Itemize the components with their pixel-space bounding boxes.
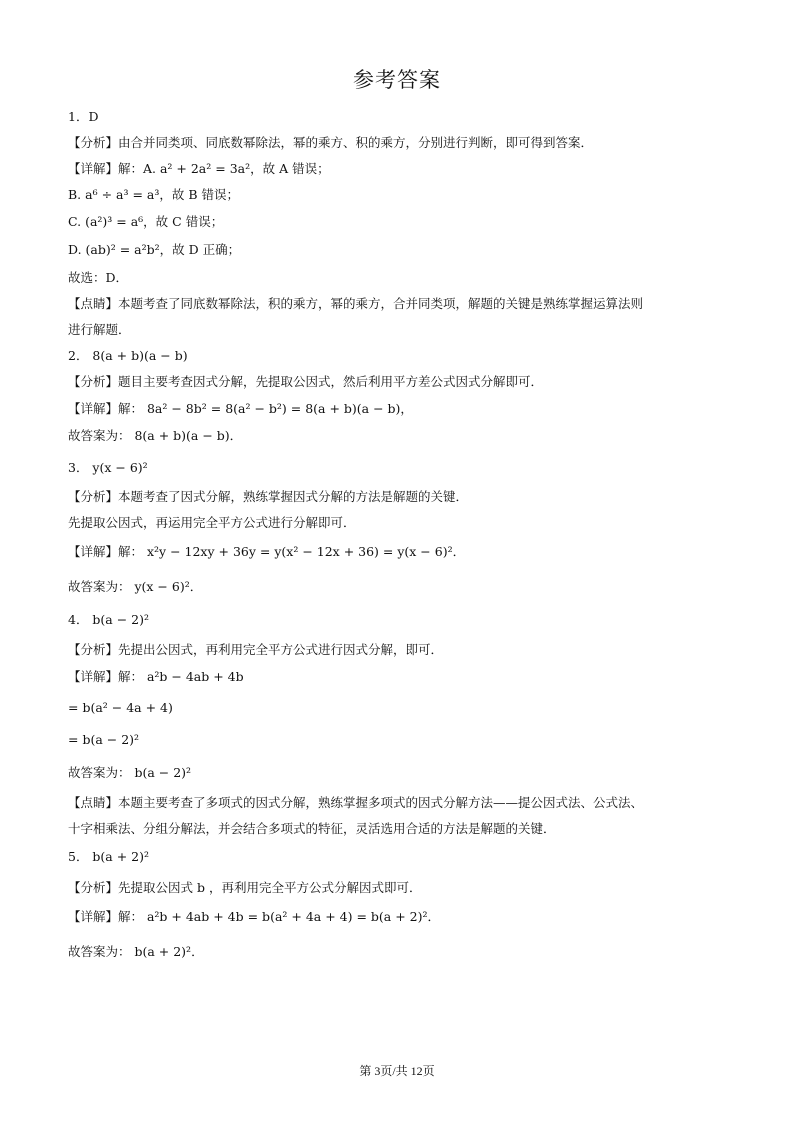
answer-3-heading: 3． y(x − 6)² — [68, 460, 148, 475]
answer-5-detail: 【详解】解： a²b + 4ab + 4b = b(a² + 4a + 4) = b(a + 2)²． — [68, 909, 440, 924]
answer-1-analysis: 【分析】由合并同类项、同底数幂除法，幂的乘方、积的乘方，分别进行判断，即可得到答案． — [68, 135, 594, 150]
answer-3-detail: 【详解】解： x²y − 12xy + 36y = y(x² − 12x + 36) = y(x − 6)²． — [68, 544, 466, 559]
answer-2-analysis: 【分析】题目主要考查因式分解，先提取公因式，然后利用平方差公式因式分解即可． — [68, 374, 544, 389]
answer-2-detail: 【详解】解： 8a² − 8b² = 8(a² − b²) = 8(a + b)(a − b)， — [68, 401, 413, 416]
answer-4-result: 故答案为： b(a − 2)² — [68, 765, 192, 780]
answer-1-comment-1: 【点睛】本题考查了同底数幂除法，积的乘方，幂的乘方，合并同类项，解题的关键是熟练掌握运算法则 — [68, 296, 644, 311]
answer-4-detail-3: = b(a − 2)² — [68, 732, 140, 747]
answer-3-method: 先提取公因式，再运用完全平方公式进行分解即可． — [68, 515, 356, 530]
answer-5-analysis: 【分析】先提取公因式 b ，再利用完全平方公式分解因式即可． — [68, 880, 422, 895]
answer-4-comment-2: 十字相乘法、分组分解法，并会结合多项式的特征，灵活选用合适的方法是解题的关键． — [68, 821, 556, 836]
page-footer: 第 3页/共 12页 — [359, 1064, 435, 1078]
answer-4-analysis: 【分析】先提出公因式，再利用完全平方公式进行因式分解，即可． — [68, 642, 444, 657]
answer-2-heading: 2． 8(a + b)(a − b) — [68, 348, 188, 363]
answer-4-heading: 4． b(a − 2)² — [68, 612, 150, 627]
answer-4-comment-1: 【点睛】本题主要考查了多项式的因式分解，熟练掌握多项式的因式分解方法——提公因式法、公式法、 — [68, 795, 644, 810]
answer-2-result: 故答案为： 8(a + b)(a − b)． — [68, 428, 243, 443]
answer-1-detail-b: B. a⁶ ÷ a³ = a³，故 B 错误； — [68, 187, 239, 202]
answer-4-detail-1: 【详解】解： a²b − 4ab + 4b — [68, 669, 244, 684]
answer-1-detail-a: 【详解】解：A. a² + 2a² = 3a²，故 A 错误； — [68, 161, 330, 176]
answer-5-result: 故答案为： b(a + 2)²． — [68, 944, 204, 959]
answer-1-comment-2: 进行解题． — [68, 322, 131, 337]
answer-1-choice: 故选：D． — [68, 270, 129, 285]
answer-3-analysis: 【分析】本题考查了因式分解，熟练掌握因式分解的方法是解题的关键． — [68, 489, 469, 504]
answer-5-heading: 5． b(a + 2)² — [68, 849, 150, 864]
page-title: 参考答案 — [353, 68, 441, 92]
answer-1-heading: 1．D — [68, 109, 99, 124]
answer-3-result: 故答案为： y(x − 6)²． — [68, 579, 203, 594]
answer-1-detail-d: D. (ab)² = a²b²，故 D 正确； — [68, 242, 241, 257]
answer-4-detail-2: = b(a² − 4a + 4) — [68, 700, 173, 715]
answer-1-detail-c: C. (a²)³ = a⁶，故 C 错误； — [68, 214, 224, 229]
